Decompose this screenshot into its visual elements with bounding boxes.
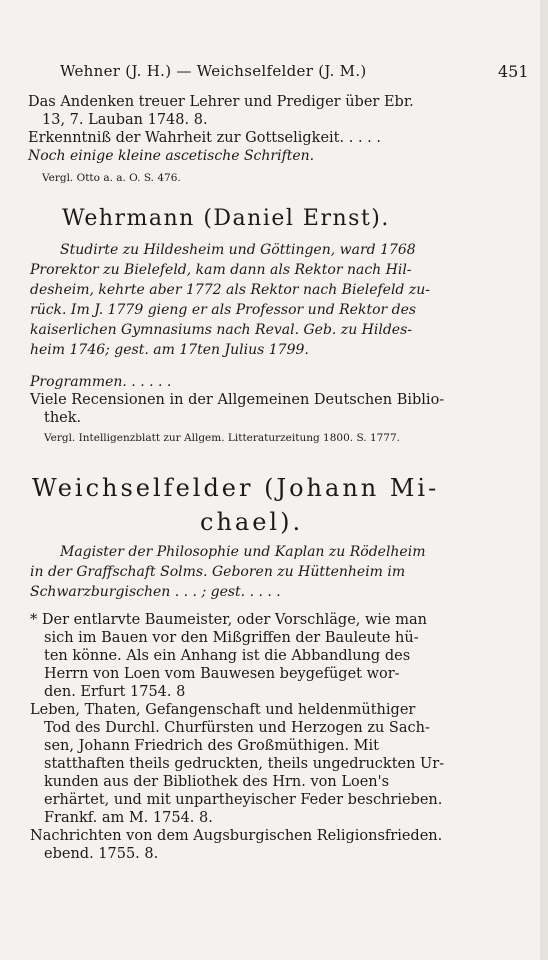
works-line: statthaften theils gedruckten, theils ungedruckten Ur- bbox=[44, 756, 445, 772]
bio-line: Prorektor zu Bielefeld, kam dann als Rektor nach Hil- bbox=[30, 262, 412, 278]
bio-line: Magister der Philosophie und Kaplan zu Rödelheim bbox=[60, 544, 426, 560]
entry-heading-continued: chael). bbox=[200, 508, 304, 536]
text-line: Das Andenken treuer Lehrer und Prediger über Ebr. bbox=[28, 94, 414, 110]
works-line: ten könne. Als ein Anhang ist die Abbandlung des bbox=[44, 648, 411, 664]
bio-line: desheim, kehrte aber 1772 als Rektor nach Bielefeld zu- bbox=[30, 282, 430, 298]
text-line: 13, 7. Lauban 1748. 8. bbox=[42, 112, 208, 128]
bio-line: Schwarzburgischen . . . ; gest. . . . . bbox=[30, 584, 281, 600]
works-line: erhärtet, und mit unpartheyischer Feder beschrieben. bbox=[44, 792, 443, 808]
bio-line: heim 1746; gest. am 17ten Julius 1799. bbox=[30, 342, 309, 358]
bio-line: kaiserlichen Gymnasiums nach Reval. Geb. zu Hildes- bbox=[30, 322, 412, 338]
page-edge bbox=[540, 0, 548, 960]
works-line: Viele Recensionen in der Allgemeinen Deutschen Biblio- bbox=[30, 392, 445, 408]
entry-heading: Wehrmann (Daniel Ernst). bbox=[62, 206, 390, 231]
works-line: sen, Johann Friedrich des Großmüthigen. Mit bbox=[44, 738, 379, 754]
bio-line: in der Graffschaft Solms. Geboren zu Hüttenheim im bbox=[30, 564, 406, 580]
works-line: kunden aus der Bibliothek des Hrn. von Loen's bbox=[44, 774, 390, 790]
reference-line: Vergl. Otto a. a. O. S. 476. bbox=[42, 172, 181, 184]
reference-line: Vergl. Intelligenzblatt zur Allgem. Litteraturzeitung 1800. S. 1777. bbox=[44, 432, 401, 444]
entry-heading: Weichselfelder (Johann Mi- bbox=[32, 474, 440, 502]
text-line: Erkenntniß der Wahrheit zur Gottseligkeit. . . . . bbox=[28, 130, 381, 146]
page-number: 451 bbox=[498, 62, 529, 81]
works-line: Frankf. am M. 1754. 8. bbox=[44, 810, 213, 826]
works-line: Leben, Thaten, Gefangenschaft und heldenmüthiger bbox=[30, 702, 416, 718]
works-line: den. Erfurt 1754. 8 bbox=[44, 684, 186, 700]
bio-line: Studirte zu Hildesheim und Göttingen, ward 1768 bbox=[60, 242, 416, 258]
works-line: * Der entlarvte Baumeister, oder Vorschläge, wie man bbox=[30, 612, 427, 628]
running-header: Wehner (J. H.) — Weichselfelder (J. M.) bbox=[60, 62, 367, 80]
works-line: ebend. 1755. 8. bbox=[44, 846, 159, 862]
works-line: thek. bbox=[44, 410, 82, 426]
works-line: Nachrichten von dem Augsburgischen Religionsfrieden. bbox=[30, 828, 443, 844]
works-line: Programmen. . . . . . bbox=[30, 374, 172, 390]
works-line: sich im Bauen vor den Mißgriffen der Bauleute hü- bbox=[44, 630, 419, 646]
works-line: Herrn von Loen vom Bauwesen beygefüget wor- bbox=[44, 666, 400, 682]
works-line: Tod des Durchl. Churfürsten und Herzogen zu Sach- bbox=[44, 720, 430, 736]
bio-line: rück. Im J. 1779 gieng er als Professor und Rektor des bbox=[30, 302, 417, 318]
text-line: Noch einige kleine ascetische Schriften. bbox=[28, 148, 315, 164]
